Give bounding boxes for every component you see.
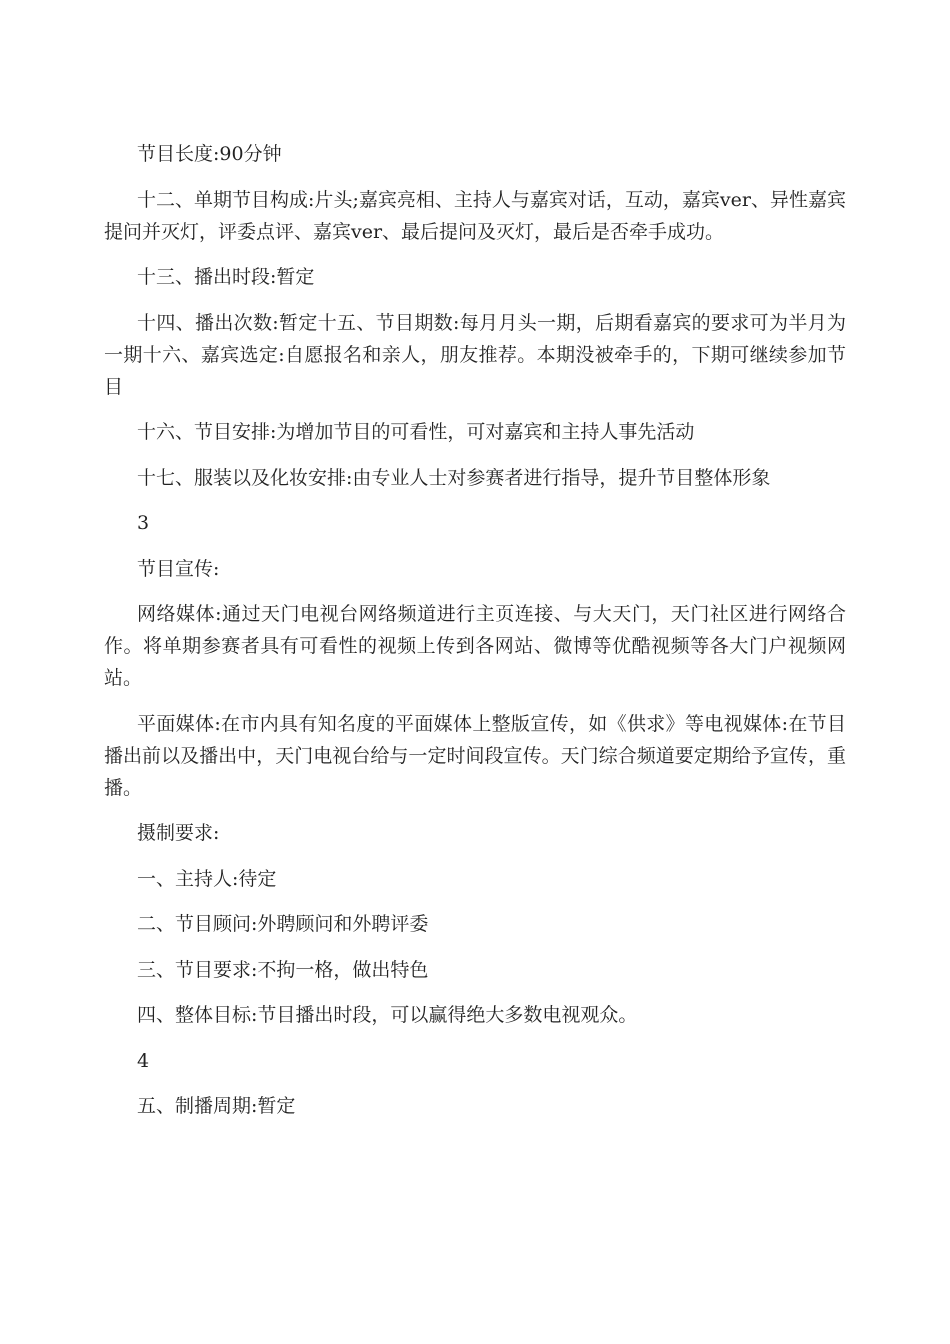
paragraph-costume-makeup: 十七、服装以及化妆安排:由专业人士对参赛者进行指导，提升节目整体形象 <box>137 466 771 489</box>
heading-production-requirements: 摄制要求: <box>137 822 220 844</box>
paragraph-online-media: 网络媒体:通过天门电视台网络频道进行主页连接、与大天门，天门社区进行网络合作。将单期参赛者具有可看性的视频上传到各网站、微博等优酷视频等各大门户视频网站。 <box>104 603 846 689</box>
document-body <box>104 138 846 1136</box>
heading-program-promotion: 节目宣传: <box>137 557 220 580</box>
page-number-3: 3 <box>137 512 150 534</box>
paragraph-host: 一、主持人:待定 <box>137 867 277 890</box>
paragraph-overall-goal: 四、整体目标:节目播出时段，可以赢得绝大多数电视观众。 <box>137 1004 638 1026</box>
paragraph-program-arrangement: 十六、节目安排:为增加节目的可看性，可对嘉宾和主持人事先活动 <box>137 421 695 443</box>
paragraph-production-cycle: 五、制播周期:暂定 <box>137 1095 296 1117</box>
paragraph-episode-structure: 十二、单期节目构成:片头;嘉宾亮相、主持人与嘉宾对话，互动，嘉宾ver、异性嘉宾提问并灭灯，评委点评、嘉宾ver、最后提问及灭灯，最后是否牵手成功。 <box>104 188 846 243</box>
paragraph-program-length: 节目长度:90分钟 <box>137 143 282 165</box>
paragraph-consultant: 二、节目顾问:外聘顾问和外聘评委 <box>137 913 429 935</box>
paragraph-program-requirements: 三、节目要求:不拘一格，做出特色 <box>137 958 429 981</box>
paragraph-print-media: 平面媒体:在市内具有知名度的平面媒体上整版宣传，如《供求》等电视媒体:在节目播出前以及播出中，天门电视台给与一定时间段宣传。天门综合频道要定期给予宣传，重播。 <box>104 712 846 799</box>
paragraph-broadcast-count: 十四、播出次数:暂定十五、节目期数:每月月头一期，后期看嘉宾的要求可为半月为一期十六、嘉宾选定:自愿报名和亲人，朋友推荐。本期没被牵手的，下期可继续参加节目 <box>104 311 846 398</box>
paragraph-broadcast-slot: 十三、播出时段:暂定 <box>137 266 315 288</box>
page-number-4: 4 <box>137 1049 150 1072</box>
